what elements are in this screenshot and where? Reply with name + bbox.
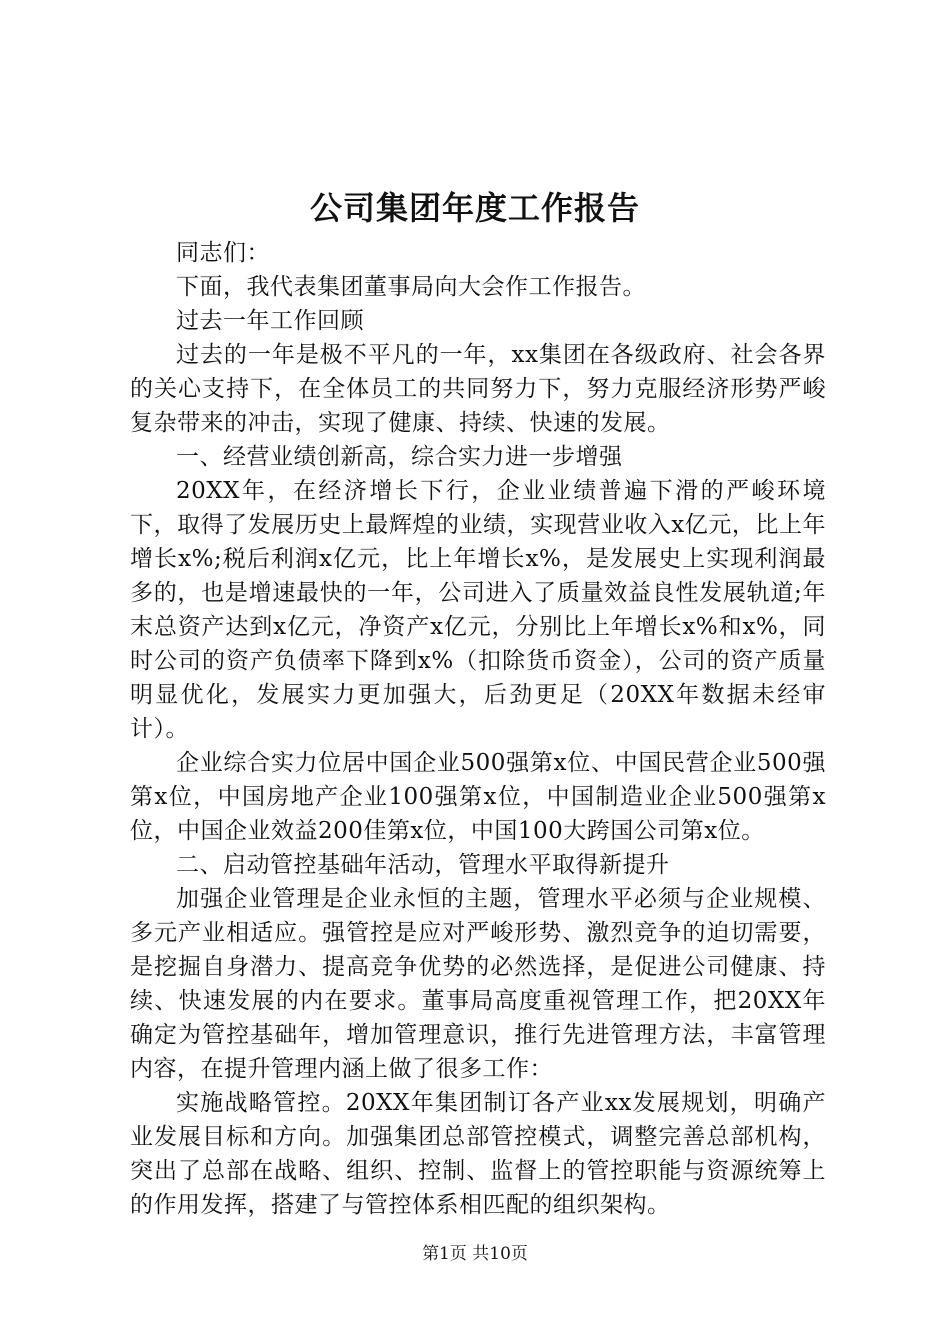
section-heading-review: 过去一年工作回顾 [176, 308, 364, 334]
page-footer: 第1页 共10页 [422, 1244, 528, 1264]
document-body [130, 236, 826, 1222]
paragraph-salutation: 同志们： [176, 240, 270, 266]
paragraph-review-summary: 过去的一年是极不平凡的一年，xx集团在各级政府、社会各界的关心支持下，在全体员工的共同努力下，努力克服经济形势严峻复杂带来的冲击，实现了健康、持续、快速的发展。 [130, 342, 826, 436]
paragraph-strategy-control: 实施战略管控。20XX年集团制订各产业xx发展规划，明确产业发展目标和方向。加强集团总部管控模式，调整完善总部机构，突出了总部在战略、组织、控制、监督上的管控职能与资源统筹上的作用发挥，搭建了与管控体系相匹配的组织架构。 [130, 1090, 826, 1218]
document-title: 公司集团年度工作报告 [309, 189, 640, 227]
section-heading-2: 二、启动管控基础年活动，管理水平取得新提升 [176, 852, 670, 878]
paragraph-performance: 20XX年，在经济增长下行，企业业绩普遍下滑的严峻环境下，取得了发展历史上最辉煌的业绩，实现营业收入x亿元，比上年增长x%;税后利润x亿元，比上年增长x%，是发展史上实现利润最多的，也是增速最快的一年，公司进入了质量效益良性发展轨道;年末总资产达到x亿元，净资产x亿元，分别比上年增长x%和x%，同时公司的资产负债率下降到x%（扣除货币资金），公司的资产质量明显优化，发展实力更加强大，后劲更足（20XX年数据未经审计）。 [130, 478, 826, 742]
paragraph-management: 加强企业管理是企业永恒的主题，管理水平必须与企业规模、多元产业相适应。强管控是应对严峻形势、激烈竞争的迫切需要，是挖掘自身潜力、提高竞争优势的必然选择，是促进公司健康、持续、快速发展的内在要求。董事局高度重视管理工作，把20XX年确定为管控基础年，增加管理意识，推行先进管理方法，丰富管理内容，在提升管理内涵上做了很多工作： [130, 886, 826, 1082]
paragraph-intro: 下面，我代表集团董事局向大会作工作报告。 [176, 274, 646, 300]
paragraph-rankings: 企业综合实力位居中国企业500强第x位、中国民营企业500强第x位，中国房地产企业100强第x位，中国制造业企业500强第x位，中国企业效益200佳第x位，中国100大跨国公司第x位。 [130, 750, 826, 844]
section-heading-1: 一、经营业绩创新高，综合实力进一步增强 [176, 444, 623, 470]
